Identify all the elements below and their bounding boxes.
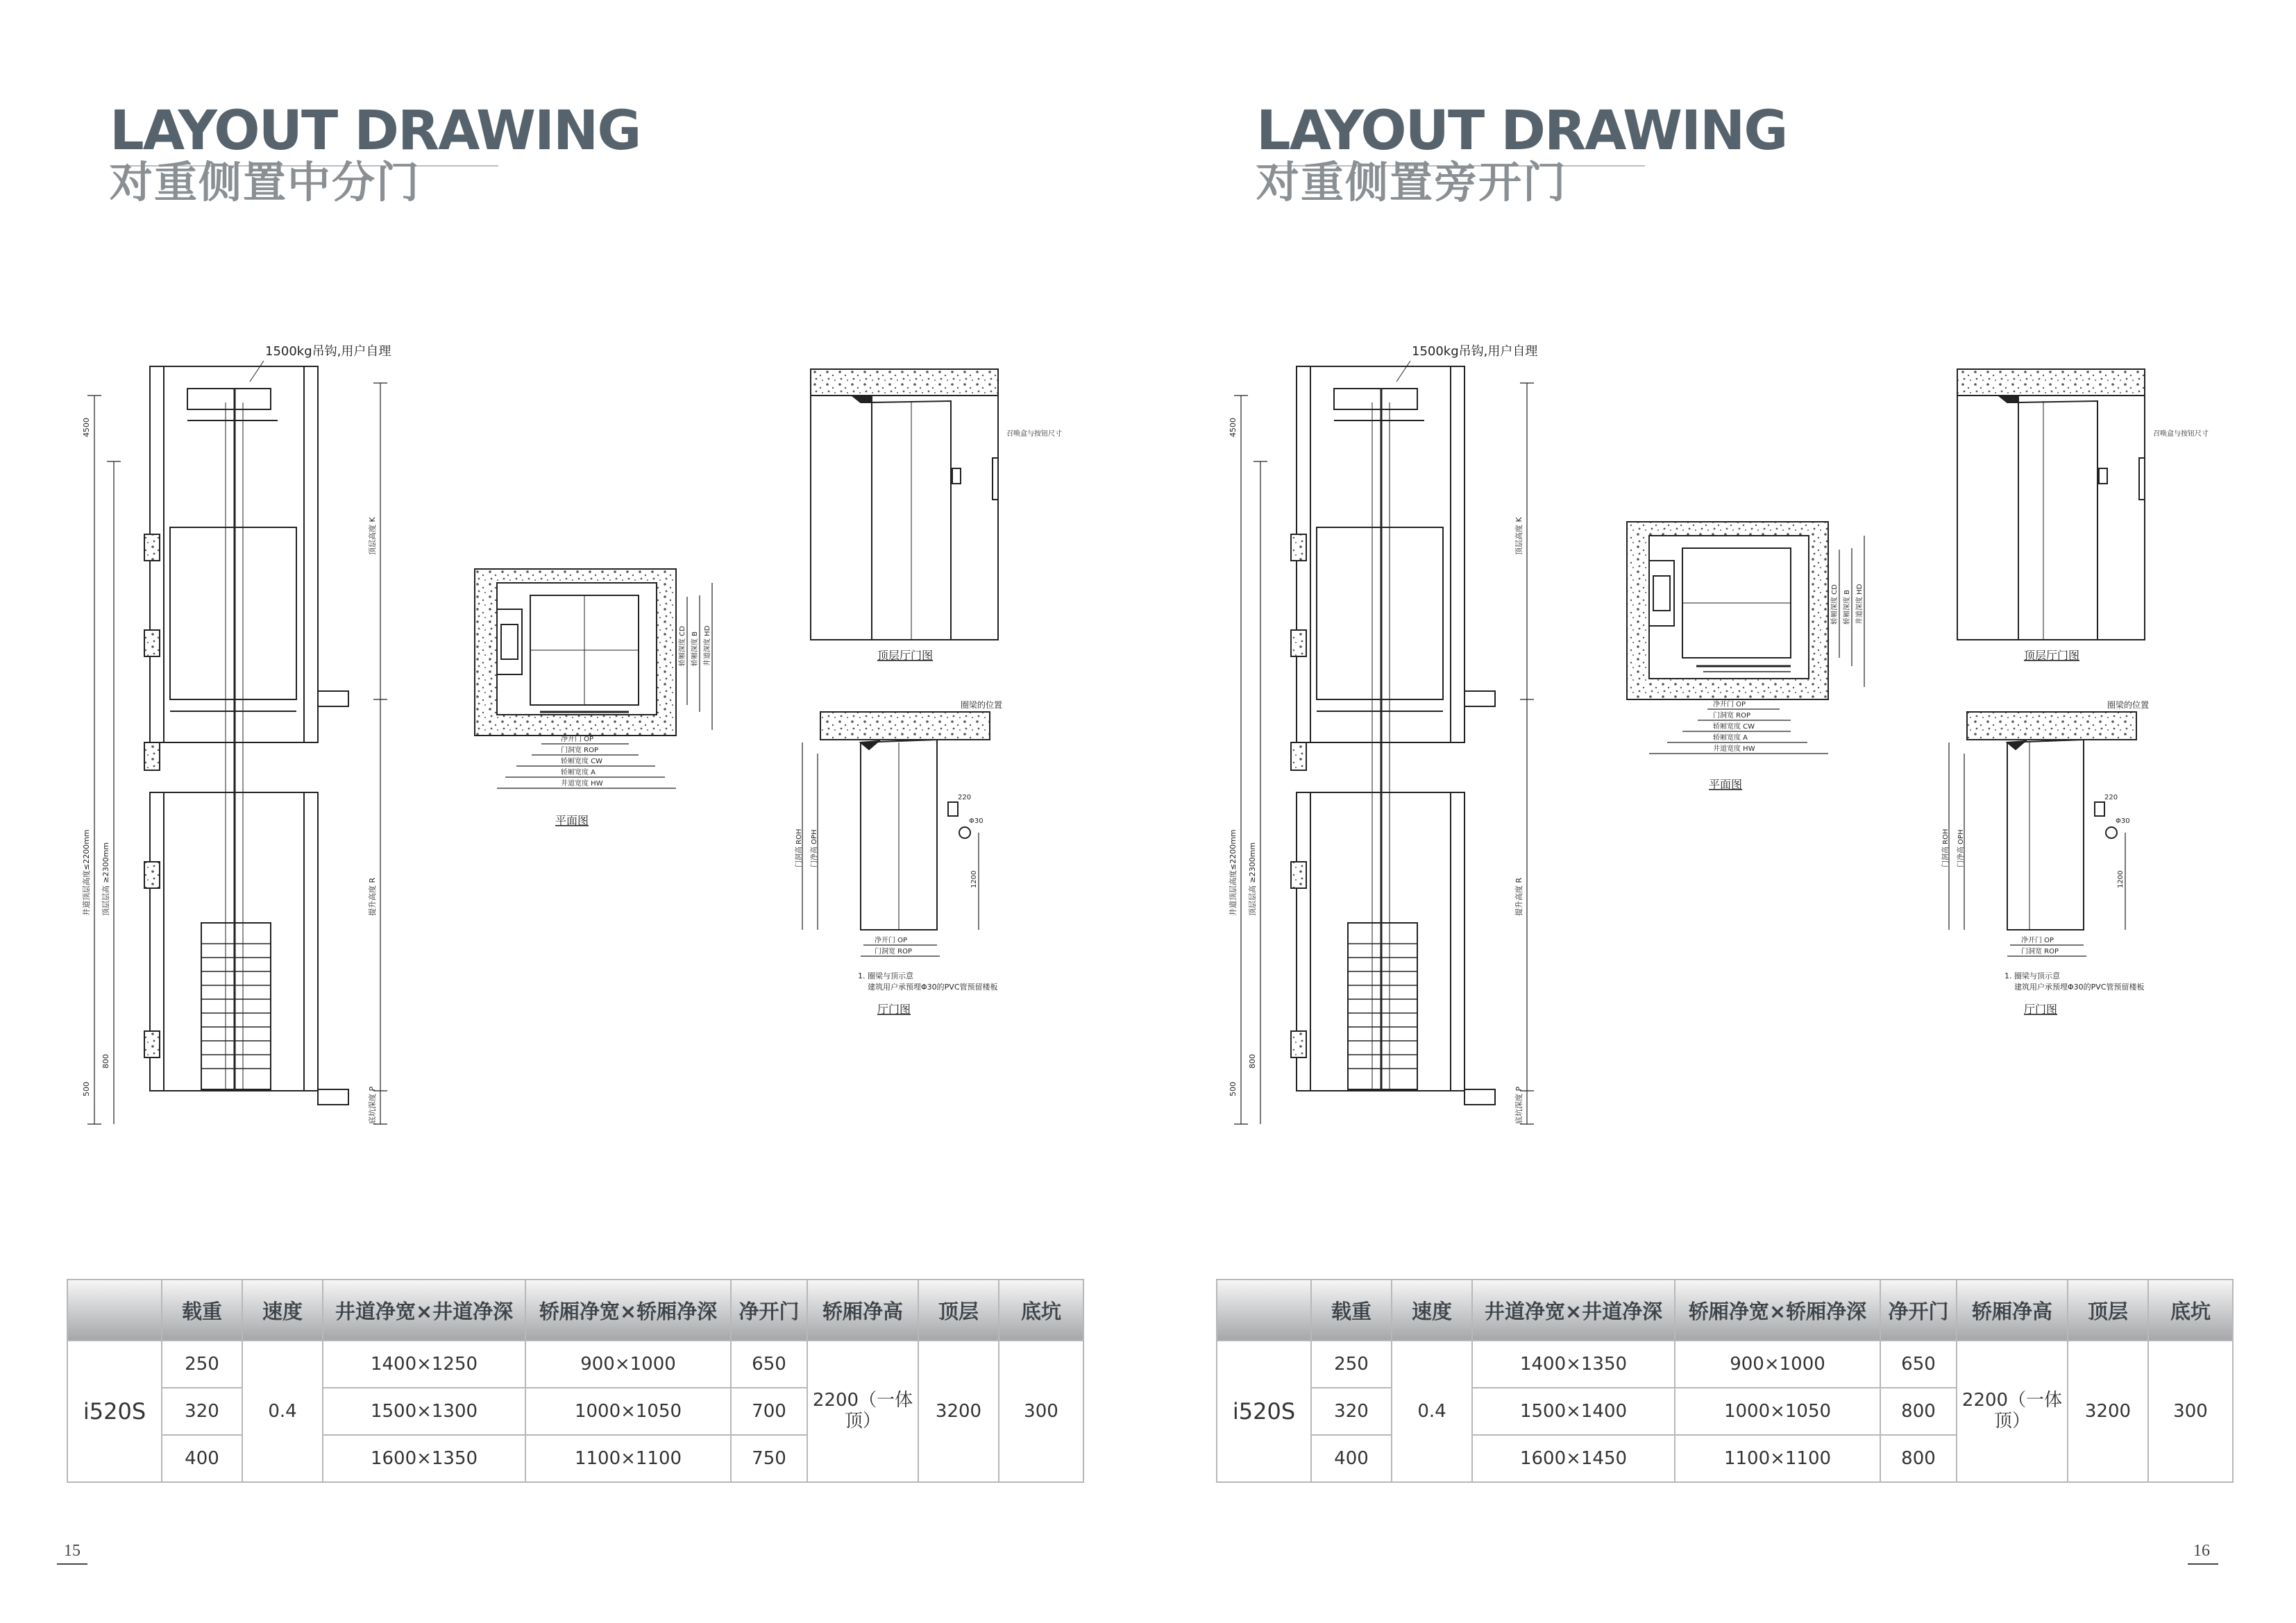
car-cell: 900×1000 xyxy=(525,1341,731,1388)
dim-500: 500 xyxy=(1229,1082,1238,1096)
header-speed: 速度 xyxy=(1392,1280,1472,1341)
plan-dim-cd: 轿厢深度 CD xyxy=(1831,584,1839,624)
car-cell: 1000×1050 xyxy=(525,1388,731,1435)
plan-dim-hd: 井道深度 HD xyxy=(704,625,711,666)
load-cell: 250 xyxy=(1311,1341,1392,1388)
door-dim-oph: 门净高 OPH xyxy=(1957,829,1965,867)
pvc-note: 1. 圈梁与顶示意 xyxy=(858,971,913,980)
header-door: 净开门 xyxy=(731,1280,807,1341)
plan-caption: 平面图 xyxy=(555,814,589,827)
door-dim-roh: 门洞高 ROH xyxy=(795,829,803,867)
hoistway-cell: 1500×1300 xyxy=(323,1388,525,1435)
header-pit: 底坑 xyxy=(999,1280,1083,1341)
table-header-row xyxy=(1217,1280,2233,1341)
header-car-height: 轿厢净高 xyxy=(807,1280,918,1341)
page-right xyxy=(1148,0,2296,1623)
dim-p: 底坑深度 P xyxy=(368,1086,377,1124)
plan-caption: 平面图 xyxy=(1709,778,1743,791)
overhead-cell: 3200 xyxy=(2068,1341,2148,1482)
door-cell: 650 xyxy=(731,1341,807,1388)
door-dim-oph: 门净高 OPH xyxy=(811,829,818,867)
plan-dim-op: 净开门 OP xyxy=(1713,701,1746,708)
spec-table xyxy=(67,1279,1084,1483)
plan-dim-cw: 轿厢宽度 CW xyxy=(561,758,603,765)
door-cell: 700 xyxy=(731,1388,807,1435)
pvc-note-2: 建筑用户承预埋Φ30的PVC管预留楼板 xyxy=(868,983,998,992)
table-row xyxy=(67,1341,1083,1388)
model-cell: i520S xyxy=(1217,1341,1311,1482)
door-cell: 800 xyxy=(1880,1388,1957,1435)
car-cell: 900×1000 xyxy=(1675,1341,1880,1388)
plan-view xyxy=(1627,522,1828,699)
speed-cell: 0.4 xyxy=(242,1341,323,1482)
hoistway-cell: 1600×1450 xyxy=(1472,1435,1675,1482)
load-cell: 320 xyxy=(162,1388,242,1435)
landing-door-view xyxy=(1957,369,2145,640)
dim-vert-2: 顶层层高 ≥2300mm xyxy=(101,842,110,916)
ring-beam-label: 圈梁的位置 xyxy=(961,700,1003,710)
door-dim-roh: 门洞高 ROH xyxy=(1942,829,1950,867)
door-cell: 800 xyxy=(1880,1435,1957,1482)
layout-drawing-svg xyxy=(1148,319,2296,1152)
table-row xyxy=(1217,1341,2233,1388)
dim-k: 顶层高度 K xyxy=(368,517,377,555)
hook-note: 1500kg吊钩,用户自理 xyxy=(1412,344,1538,359)
plan-dim-hd: 井道深度 HD xyxy=(1856,584,1864,624)
spec-table xyxy=(1216,1279,2234,1483)
header-blank xyxy=(67,1280,162,1341)
header-pit: 底坑 xyxy=(2148,1280,2233,1341)
plan-dim-b: 轿厢深度 B xyxy=(1843,589,1851,624)
header-hoistway: 井道净宽×井道净深 xyxy=(1472,1280,1675,1341)
plan-dim-a: 轿厢宽度 A xyxy=(1713,734,1748,742)
dim-4500: 4500 xyxy=(82,418,91,437)
plan-dim-cw: 轿厢宽度 CW xyxy=(1713,723,1755,731)
dim-500: 500 xyxy=(82,1082,91,1096)
header-car: 轿厢净宽×轿厢净深 xyxy=(525,1280,731,1341)
model-cell: i520S xyxy=(67,1341,162,1482)
hoistway-cell: 1400×1250 xyxy=(323,1341,525,1388)
car-height-cell: 2200（一体顶） xyxy=(1957,1341,2068,1482)
elevation-section xyxy=(1234,361,1534,1124)
hoistway-cell: 1500×1400 xyxy=(1472,1388,1675,1435)
hook-note: 1500kg吊钩,用户自理 xyxy=(265,344,391,359)
header-load: 载重 xyxy=(1311,1280,1392,1341)
page-number-rule xyxy=(2188,1563,2218,1565)
table-header-row xyxy=(67,1280,1083,1341)
ring-beam-label: 圈梁的位置 xyxy=(2107,700,2150,710)
page-subtitle: 对重侧置中分门 xyxy=(110,157,421,207)
page-number: 16 xyxy=(2193,1542,2210,1560)
dim-vert-1: 井道顶层高度≤2200mm xyxy=(1229,829,1238,916)
hoistway-cell: 1600×1350 xyxy=(323,1435,525,1482)
layout-drawing xyxy=(0,319,1148,1152)
landing-door-caption: 顶层厅门图 xyxy=(2024,649,2080,662)
dim-r: 提升高度 R xyxy=(368,877,377,916)
car-cell: 1000×1050 xyxy=(1675,1388,1880,1435)
hall-door-caption: 厅门图 xyxy=(2024,1003,2058,1016)
door-dim-op: 净开门 OP xyxy=(875,937,908,944)
pvc-note: 1. 圈梁与顶示意 xyxy=(2004,971,2060,980)
header-overhead: 顶层 xyxy=(2068,1280,2148,1341)
header-overhead: 顶层 xyxy=(918,1280,999,1341)
door-cell: 750 xyxy=(731,1435,807,1482)
plan-view xyxy=(475,569,676,736)
door-dim-rop: 门洞宽 ROP xyxy=(875,948,913,955)
speed-cell: 0.4 xyxy=(1392,1341,1472,1482)
page-title: LAYOUT DRAWING xyxy=(110,100,641,162)
door-dim-op: 净开门 OP xyxy=(2021,937,2054,944)
pit-cell: 300 xyxy=(2148,1341,2233,1482)
layout-drawing xyxy=(1148,319,2296,1152)
header-hoistway: 井道净宽×井道净深 xyxy=(323,1280,525,1341)
car-cell: 1100×1100 xyxy=(1675,1435,1880,1482)
plan-dim-rop: 门洞宽 ROP xyxy=(1713,712,1751,720)
plan-dim-b: 轿厢深度 B xyxy=(691,631,699,666)
plan-dim-op: 净开门 OP xyxy=(561,736,594,743)
dim-220: 220 xyxy=(958,794,972,801)
page-number: 15 xyxy=(64,1542,81,1560)
dim-phi30: Φ30 xyxy=(2116,817,2130,825)
button-box-note: 召唤盒与按钮尺寸 xyxy=(1006,430,1062,438)
dim-1200: 1200 xyxy=(2117,870,2125,888)
hall-door-view xyxy=(1967,712,2136,930)
load-cell: 400 xyxy=(1311,1435,1392,1482)
plan-dim-rop: 门洞宽 ROP xyxy=(561,747,599,754)
car-height-cell: 2200（一体顶） xyxy=(807,1341,918,1482)
page-number-rule xyxy=(57,1563,87,1565)
dim-vert-2: 顶层层高 ≥2300mm xyxy=(1248,842,1257,916)
load-cell: 250 xyxy=(162,1341,242,1388)
page-title: LAYOUT DRAWING xyxy=(1256,100,1787,162)
dim-4500: 4500 xyxy=(1229,418,1238,437)
dim-p: 底坑深度 P xyxy=(1514,1086,1523,1124)
door-dim-rop: 门洞宽 ROP xyxy=(2021,948,2059,955)
dim-vert-1: 井道顶层高度≤2200mm xyxy=(82,829,91,916)
plan-dim-cd: 轿厢深度 CD xyxy=(679,626,686,666)
plan-dim-a: 轿厢宽度 A xyxy=(561,769,596,776)
hall-door-view xyxy=(820,712,990,930)
car-cell: 1100×1100 xyxy=(525,1435,731,1482)
header-speed: 速度 xyxy=(242,1280,323,1341)
dim-r: 提升高度 R xyxy=(1514,877,1523,916)
load-cell: 320 xyxy=(1311,1388,1392,1435)
dim-800: 800 xyxy=(101,1054,110,1069)
header-car: 轿厢净宽×轿厢净深 xyxy=(1675,1280,1880,1341)
layout-drawing-svg xyxy=(0,319,1148,1152)
header-door: 净开门 xyxy=(1880,1280,1957,1341)
dim-800: 800 xyxy=(1248,1054,1257,1069)
pit-cell: 300 xyxy=(999,1341,1083,1482)
overhead-cell: 3200 xyxy=(918,1341,999,1482)
landing-door-caption: 顶层厅门图 xyxy=(877,649,934,662)
pvc-note-2: 建筑用户承预埋Φ30的PVC管预留楼板 xyxy=(2014,983,2145,992)
header-blank xyxy=(1217,1280,1311,1341)
elevation-section xyxy=(87,361,387,1124)
load-cell: 400 xyxy=(162,1435,242,1482)
button-box-note: 召唤盒与按钮尺寸 xyxy=(2153,430,2209,438)
hall-door-caption: 厅门图 xyxy=(877,1003,911,1016)
header-load: 载重 xyxy=(162,1280,242,1341)
header-car-height: 轿厢净高 xyxy=(1957,1280,2068,1341)
dim-phi30: Φ30 xyxy=(969,817,984,825)
landing-door-view xyxy=(811,369,998,640)
door-cell: 650 xyxy=(1880,1341,1957,1388)
dim-k: 顶层高度 K xyxy=(1514,517,1523,555)
dim-1200: 1200 xyxy=(970,870,978,888)
plan-dim-hw: 井道宽度 HW xyxy=(561,780,603,788)
dim-220: 220 xyxy=(2104,794,2118,801)
hoistway-cell: 1400×1350 xyxy=(1472,1341,1675,1388)
plan-dim-hw: 井道宽度 HW xyxy=(1713,745,1755,753)
page-subtitle: 对重侧置旁开门 xyxy=(1256,157,1568,207)
